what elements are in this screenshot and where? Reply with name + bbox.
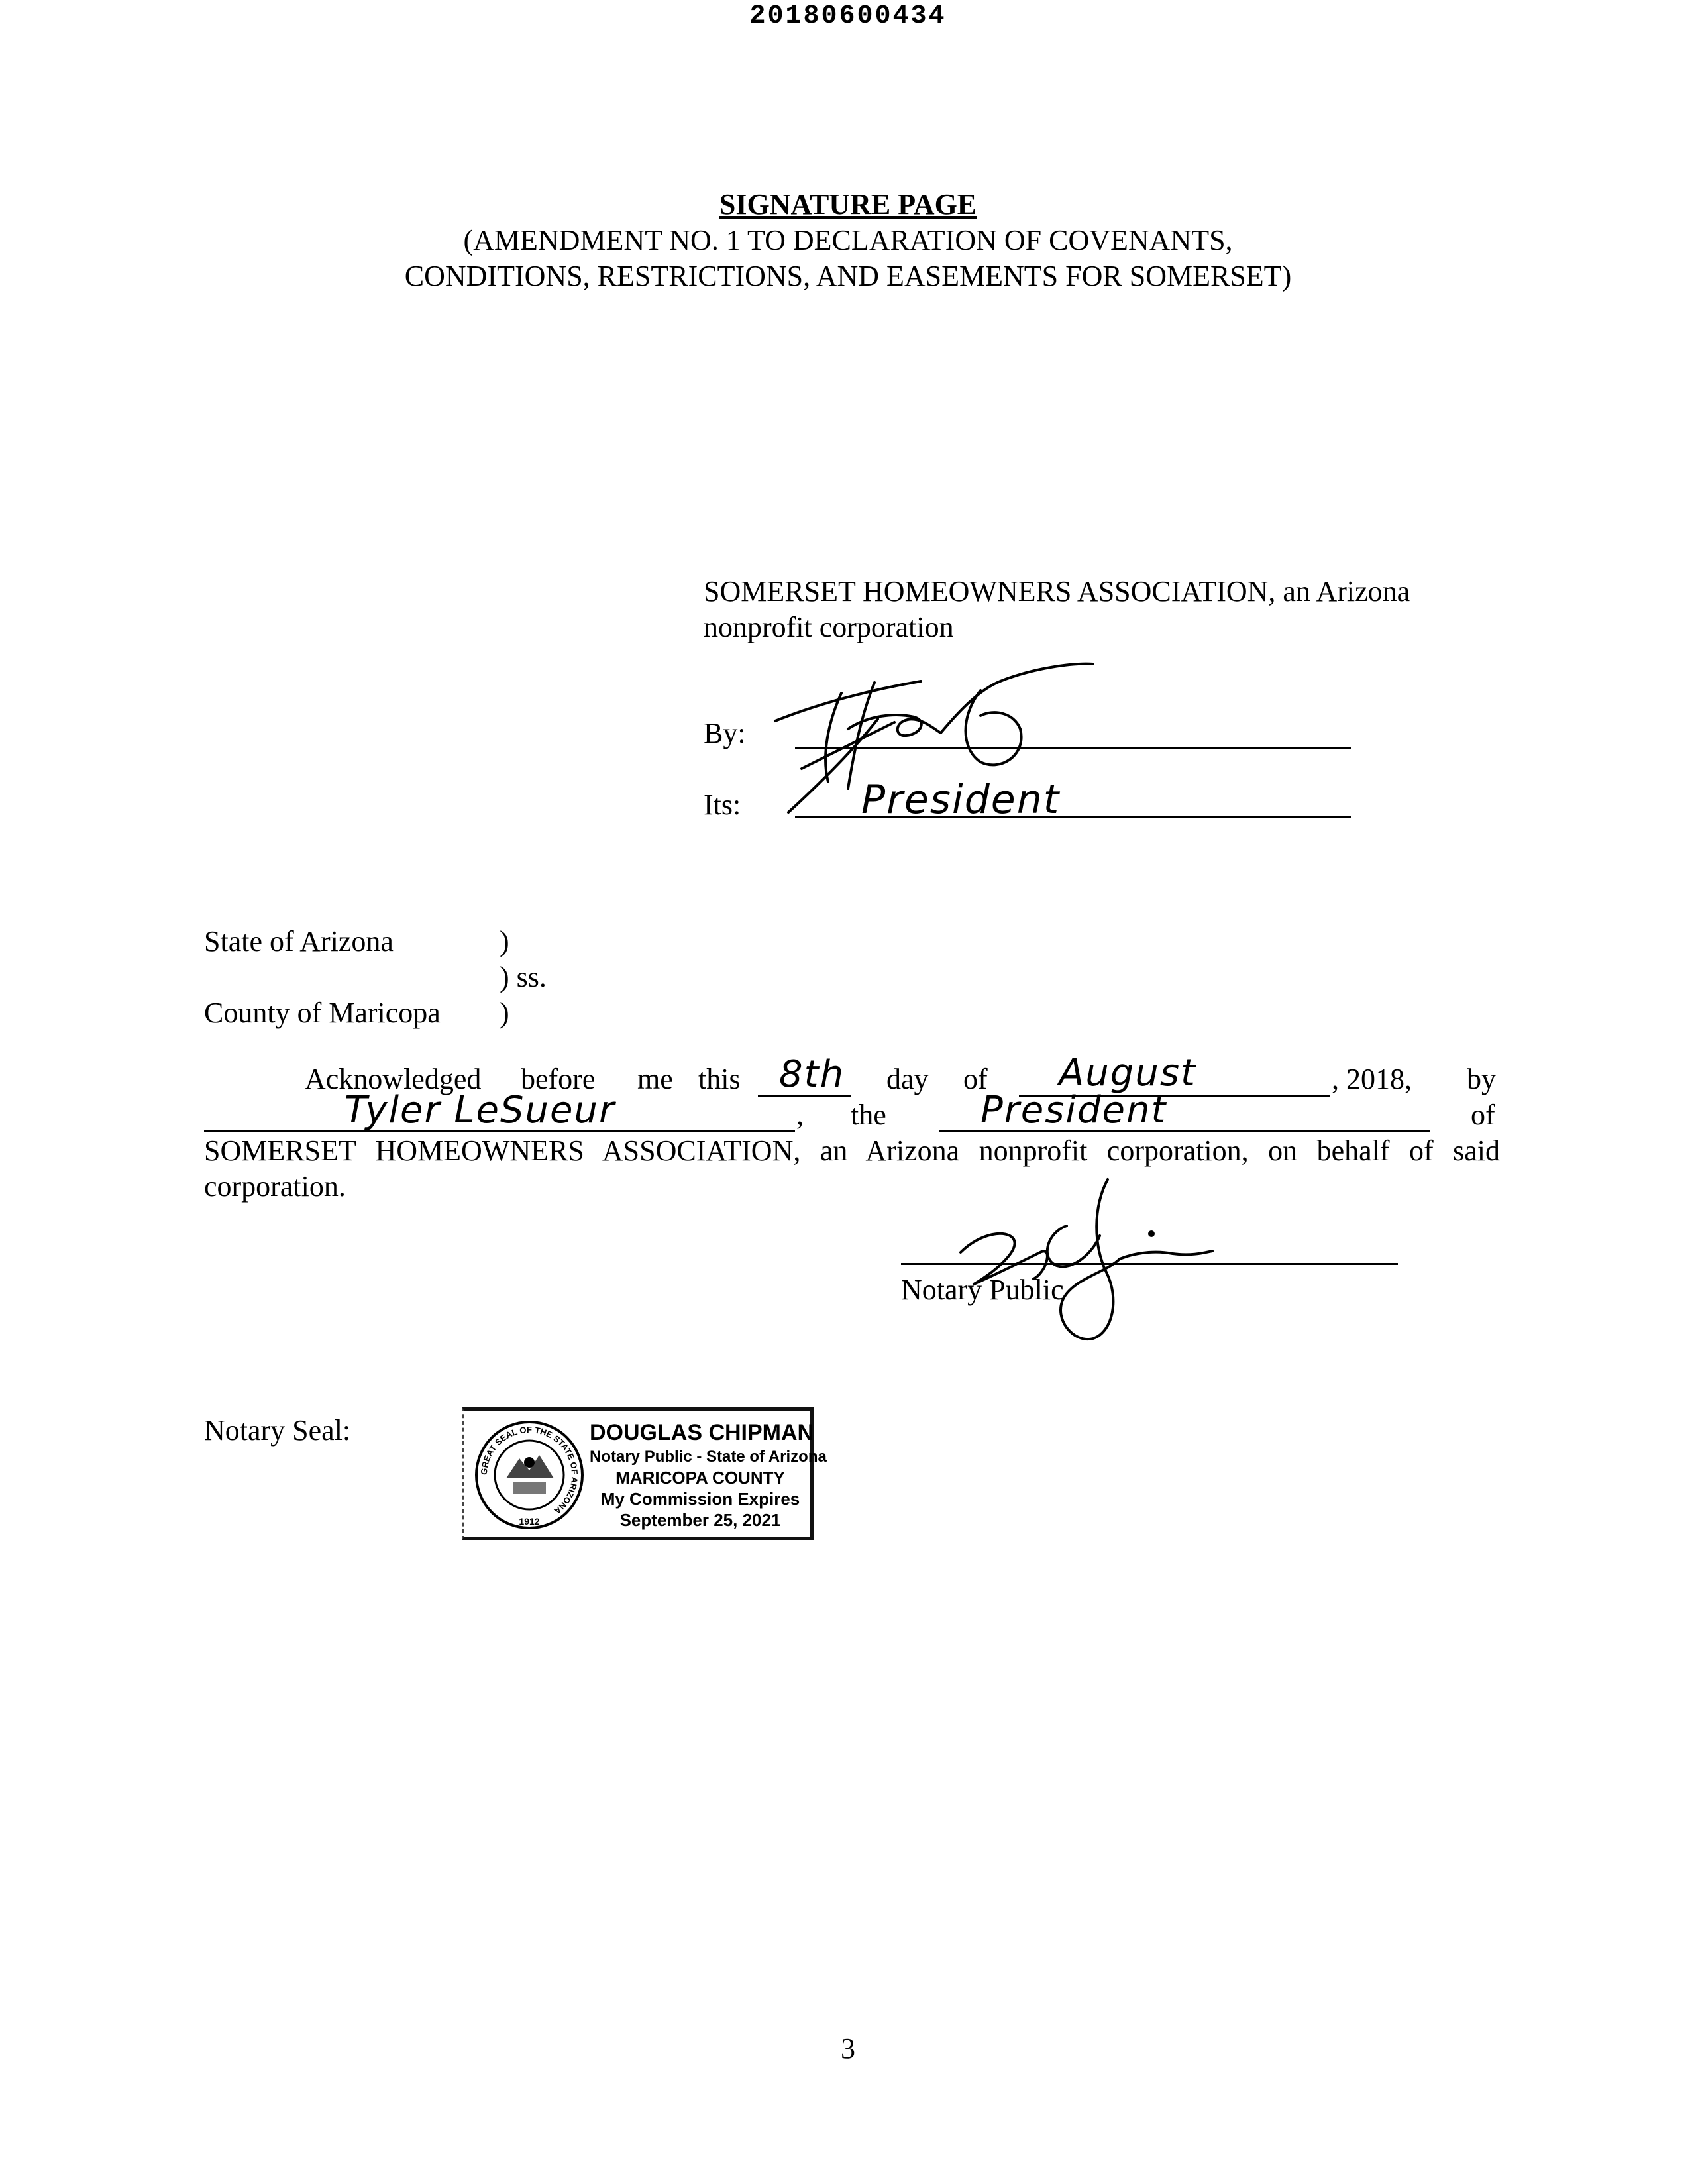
- acknowledgment-line-3: SOMERSET HOMEOWNERS ASSOCIATION, an Arizona nonprofit corporation, on behalf of said: [204, 1134, 1500, 1167]
- ack-word: by: [1467, 1063, 1496, 1095]
- subtitle-line-2: CONDITIONS, RESTRICTIONS, AND EASEMENTS FOR SOMERSET): [404, 260, 1292, 292]
- seal-ring-text: GREAT SEAL OF THE STATE OF ARIZONA: [478, 1424, 580, 1517]
- entity-name-line-2: nonprofit corporation: [704, 611, 954, 643]
- day-handwritten: 8th: [779, 1053, 845, 1096]
- state-label: State of Arizona: [204, 925, 394, 957]
- ack-word: before: [521, 1063, 596, 1095]
- its-label: Its:: [704, 789, 741, 821]
- ack-word: me: [637, 1063, 673, 1095]
- commission-label: My Commission Expires: [600, 1489, 800, 1509]
- entity-name-line-1: SOMERSET HOMEOWNERS ASSOCIATION, an Arizona: [704, 575, 1410, 608]
- notary-seal-label: Notary Seal:: [204, 1414, 351, 1447]
- by-label: By:: [704, 717, 746, 749]
- notary-name: DOUGLAS CHIPMAN: [590, 1420, 814, 1445]
- notary-state: Notary Public - State of Arizona: [590, 1448, 827, 1466]
- page-title: SIGNATURE PAGE: [719, 188, 977, 221]
- ack-word: Acknowledged: [305, 1063, 482, 1095]
- venue-paren: ): [500, 925, 509, 957]
- title-handwritten: President: [980, 1089, 1167, 1132]
- commission-expiry: September 25, 2021: [619, 1510, 781, 1530]
- month-handwritten: August: [1059, 1052, 1196, 1095]
- year-text: , 2018,: [1332, 1063, 1412, 1095]
- notary-signature: [941, 1173, 1259, 1345]
- subtitle-line-1: (AMENDMENT NO. 1 TO DECLARATION OF COVENANTS,: [463, 224, 1233, 256]
- county-label: County of Maricopa: [204, 997, 441, 1029]
- notary-stamp: [462, 1407, 827, 1540]
- acknowledgment-line-2: [204, 1089, 1500, 1137]
- acknowledgment-line-4: corporation.: [204, 1170, 346, 1203]
- name-handwritten: Tyler LeSueur: [344, 1089, 615, 1132]
- venue-paren: ): [500, 997, 509, 1029]
- state-seal-emblem: [473, 1419, 586, 1531]
- notary-public-label: Notary Public: [901, 1274, 1064, 1306]
- ss-label: ) ss.: [500, 961, 547, 993]
- page-number: 3: [841, 2032, 855, 2065]
- ack-word: this: [698, 1063, 741, 1095]
- ack-word: of: [963, 1063, 988, 1095]
- ack-word: of: [1471, 1099, 1495, 1131]
- notary-county: MARICOPA COUNTY: [615, 1468, 785, 1488]
- ack-word: the: [851, 1099, 886, 1131]
- document-number: 20180600434: [749, 1, 947, 31]
- its-title-handwritten: President: [861, 777, 1061, 823]
- ack-word: day: [886, 1063, 929, 1095]
- comma: ,: [796, 1099, 804, 1131]
- seal-year: 1912: [519, 1516, 540, 1527]
